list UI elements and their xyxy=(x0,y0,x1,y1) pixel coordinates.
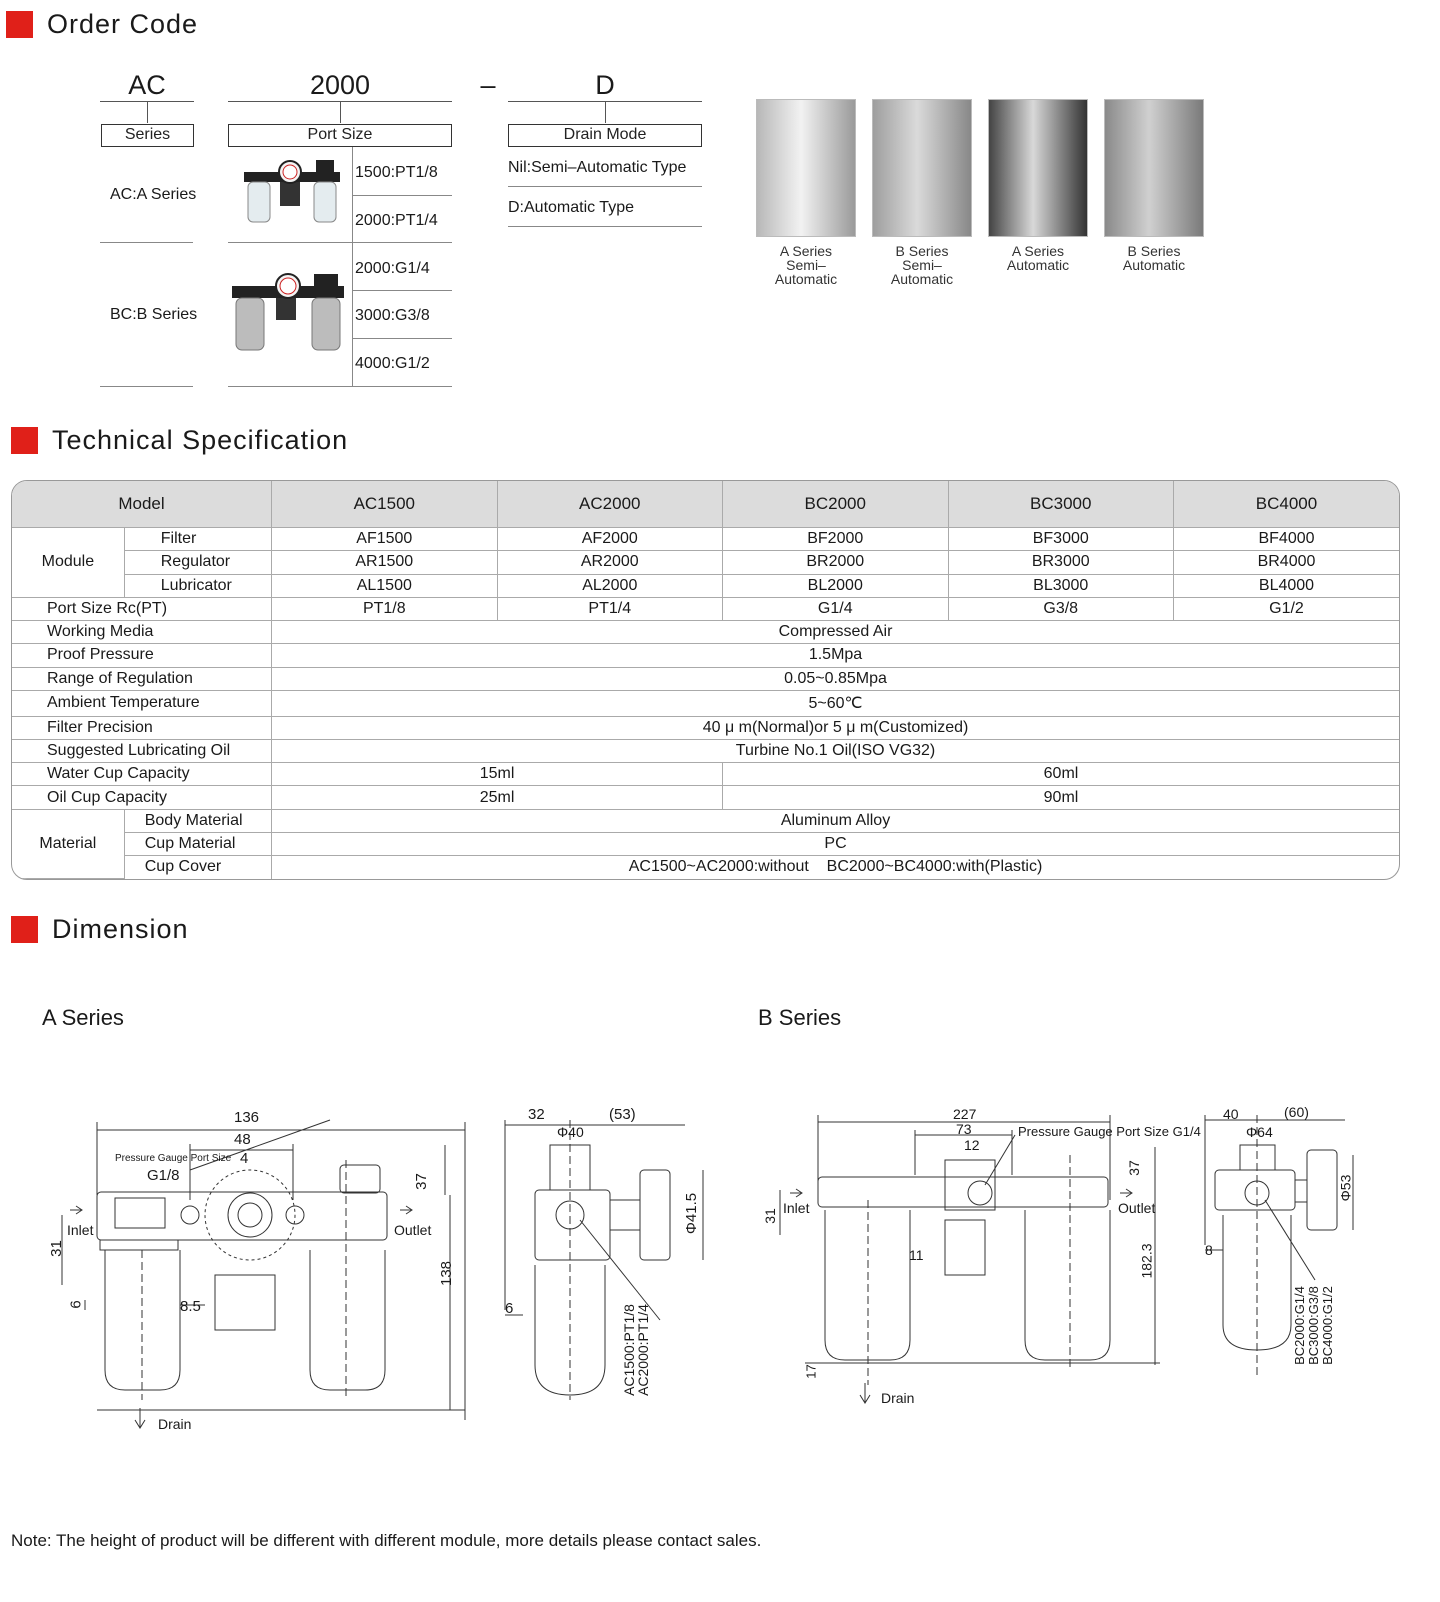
cell: Turbine No.1 Oil(ISO VG32) xyxy=(272,739,1399,762)
cell: G1/2 xyxy=(1173,597,1399,620)
row-label: Lubricator xyxy=(124,574,271,597)
gauge-outline xyxy=(1307,1150,1337,1230)
divider xyxy=(100,386,193,387)
body-outline xyxy=(115,1198,165,1228)
dim-label: 12 xyxy=(964,1137,980,1153)
drain-option: Nil:Semi–Automatic Type xyxy=(508,159,687,176)
inlet-arrow-icon xyxy=(790,1189,802,1197)
cell: BR2000 xyxy=(723,551,948,574)
caption-line: Automatic xyxy=(890,271,954,287)
cell: PT1/4 xyxy=(497,597,722,620)
cell: BL3000 xyxy=(948,574,1173,597)
dim-label: 11 xyxy=(909,1247,924,1263)
section-marker xyxy=(11,916,38,943)
gauge-port-size: G1/8 xyxy=(147,1167,180,1184)
cell: AC1500~AC2000:without BC2000~BC4000:with(Plastic) xyxy=(272,856,1399,879)
cell: 90ml xyxy=(723,786,1399,809)
cell: BR3000 xyxy=(948,551,1173,574)
cell: 60ml xyxy=(723,763,1399,786)
cell: AR2000 xyxy=(497,551,722,574)
table-row xyxy=(12,809,1399,832)
section-marker xyxy=(11,427,38,454)
regulator-body xyxy=(945,1220,985,1275)
outlet-label: Outlet xyxy=(394,1222,432,1238)
drain-arrow-icon xyxy=(135,1408,145,1428)
a-series-label: A Series xyxy=(42,1005,124,1030)
table-header-row xyxy=(12,481,1399,528)
drain-caption xyxy=(751,244,861,286)
port-option: 2000:G1/4 xyxy=(355,260,430,277)
table-row xyxy=(12,528,1399,551)
cell: BF4000 xyxy=(1173,528,1399,551)
cell: AR1500 xyxy=(272,551,497,574)
section-title: Dimension xyxy=(52,914,189,944)
section-title: Order Code xyxy=(47,9,199,39)
row-label: Port Size Rc(PT) xyxy=(12,597,272,620)
dim-label: (60) xyxy=(1284,1104,1309,1120)
table-row xyxy=(12,621,1399,644)
dim-label: 31 xyxy=(761,1208,778,1224)
row-group-label: Module xyxy=(12,528,124,598)
header-cell: BC4000 xyxy=(1173,481,1399,528)
port-note: AC2000:PT1/4 xyxy=(634,1304,651,1396)
cell: 5~60℃ xyxy=(272,690,1399,716)
cell: 40 μ m(Normal)or 5 μ m(Customized) xyxy=(272,716,1399,739)
cell: AF1500 xyxy=(272,528,497,551)
caption-line: Automatic xyxy=(1122,257,1186,273)
dim-label: 40 xyxy=(1223,1106,1239,1122)
inlet-arrow-icon xyxy=(70,1206,82,1214)
dim-label: 48 xyxy=(234,1131,251,1148)
cell: BF2000 xyxy=(723,528,948,551)
table-row xyxy=(12,739,1399,762)
port-option: 4000:G1/2 xyxy=(355,355,430,372)
outlet-arrow-icon xyxy=(400,1206,412,1214)
dim-label: Φ40 xyxy=(557,1124,584,1140)
cell: G1/4 xyxy=(723,597,948,620)
table-row xyxy=(12,551,1399,574)
table-row xyxy=(12,786,1399,809)
divider xyxy=(100,242,193,243)
table-row xyxy=(12,832,1399,855)
dim-label: 32 xyxy=(528,1106,545,1123)
dim-label: 136 xyxy=(234,1109,260,1126)
row-label: Suggested Lubricating Oil xyxy=(12,739,272,762)
dim-label: Φ64 xyxy=(1246,1124,1273,1140)
row-label: Filter xyxy=(124,528,271,551)
port-option: 1500:PT1/8 xyxy=(355,164,438,181)
divider xyxy=(352,195,452,196)
gauge-neck xyxy=(610,1200,640,1230)
cell: AL1500 xyxy=(272,574,497,597)
outlet-arrow-icon xyxy=(1120,1189,1132,1197)
divider xyxy=(352,290,452,291)
header-cell: AC1500 xyxy=(272,481,497,528)
dim-label: 227 xyxy=(953,1106,977,1122)
divider xyxy=(228,242,452,243)
dim-label: 17 xyxy=(803,1364,819,1379)
a-series-frl-image xyxy=(242,160,342,235)
cell: BF3000 xyxy=(948,528,1173,551)
dim-label: 31 xyxy=(47,1240,65,1257)
connector xyxy=(147,101,148,123)
cell: 15ml xyxy=(272,763,723,786)
caption-line: B Series xyxy=(1127,243,1181,259)
body-outline xyxy=(535,1190,610,1260)
regulator-body xyxy=(215,1275,275,1330)
drain-header: Drain Mode xyxy=(508,124,702,147)
drain-caption xyxy=(1099,244,1209,272)
table-row xyxy=(12,716,1399,739)
lubricator-bowl xyxy=(1025,1210,1110,1360)
table-row xyxy=(12,597,1399,620)
row-label: Regulator xyxy=(124,551,271,574)
order-code-heading xyxy=(6,9,198,40)
dim-label: Φ53 xyxy=(1337,1174,1354,1202)
dim-label: 37 xyxy=(412,1173,430,1190)
caption-line: Semi– xyxy=(902,257,942,273)
a-series-front-drawing xyxy=(40,1100,480,1440)
drain-label: Drain xyxy=(158,1416,192,1432)
body-outline xyxy=(1215,1170,1295,1210)
bowl-top xyxy=(100,1240,178,1250)
gauge-neck xyxy=(1295,1180,1307,1202)
dim-label: 6 xyxy=(67,1300,85,1309)
dim-label: 6 xyxy=(505,1300,514,1317)
body-outline xyxy=(818,1177,1108,1207)
port-note: BC4000:G1/2 xyxy=(1319,1286,1335,1365)
port-header: Port Size xyxy=(228,124,452,147)
dim-label: 182.3 xyxy=(1138,1243,1155,1279)
dim-label: 8.5 xyxy=(180,1298,201,1315)
dim-label: 138 xyxy=(438,1260,456,1287)
inlet-label: Inlet xyxy=(67,1222,94,1238)
cell: BR4000 xyxy=(1173,551,1399,574)
divider xyxy=(352,338,452,339)
tech-spec-heading xyxy=(11,425,348,456)
port-note: BC3000:G3/8 xyxy=(1305,1286,1321,1365)
row-label: Water Cup Capacity xyxy=(12,763,272,786)
b-series-label: B Series xyxy=(758,1005,842,1030)
caption-line: Automatic xyxy=(774,271,838,287)
series-option-b: BC:B Series xyxy=(110,306,198,323)
row-label: Range of Regulation xyxy=(12,667,272,690)
cell: Aluminum Alloy xyxy=(272,809,1399,832)
dim-label: (53) xyxy=(609,1106,636,1123)
row-group-label: Material xyxy=(12,809,124,878)
drain-image-a-auto xyxy=(988,99,1088,237)
divider xyxy=(508,226,702,227)
table-row xyxy=(12,690,1399,716)
cell: 1.5Mpa xyxy=(272,644,1399,667)
cell: 25ml xyxy=(272,786,723,809)
caption-line: B Series xyxy=(895,243,949,259)
port-note: AC1500:PT1/8 xyxy=(620,1304,637,1396)
row-label: Body Material xyxy=(124,809,271,832)
divider xyxy=(228,386,452,387)
row-label: Ambient Temperature xyxy=(12,690,272,716)
row-label: Proof Pressure xyxy=(12,644,272,667)
drain-caption xyxy=(867,244,977,286)
row-label: Cup Material xyxy=(124,832,271,855)
row-label: Cup Cover xyxy=(124,856,271,879)
connector xyxy=(605,101,606,123)
drain-image-b-auto xyxy=(1104,99,1204,237)
a-series-side-drawing xyxy=(495,1110,715,1410)
port-option: 2000:PT1/4 xyxy=(355,212,438,229)
table-row xyxy=(12,856,1399,879)
cell: Compressed Air xyxy=(272,621,1399,644)
header-cell: Model xyxy=(12,481,272,528)
table-row xyxy=(12,574,1399,597)
row-label: Working Media xyxy=(12,621,272,644)
gauge-port-outline xyxy=(238,1203,262,1227)
cell: G3/8 xyxy=(948,597,1173,620)
divider xyxy=(352,147,353,387)
spec-table xyxy=(11,480,1400,880)
code-dash: – xyxy=(480,70,496,100)
cell: AF2000 xyxy=(497,528,722,551)
header-cell: BC3000 xyxy=(948,481,1173,528)
gauge-port-outline xyxy=(228,1193,272,1237)
cell: BL2000 xyxy=(723,574,948,597)
caption-line: Semi– xyxy=(786,257,826,273)
body-outline xyxy=(97,1192,387,1240)
drain-image-b-semi xyxy=(872,99,972,237)
cell: 0.05~0.85Mpa xyxy=(272,667,1399,690)
gauge-note: Pressure Gauge Port Size xyxy=(115,1153,232,1164)
port-option: 3000:G3/8 xyxy=(355,307,430,324)
port-note: BC2000:G1/4 xyxy=(1291,1286,1307,1365)
section-title: Technical Specification xyxy=(52,425,349,455)
filter-bowl xyxy=(105,1250,180,1390)
table-row xyxy=(12,644,1399,667)
series-option-a: AC:A Series xyxy=(110,186,197,203)
dim-label: 8 xyxy=(1205,1242,1213,1258)
b-series-frl-image xyxy=(232,272,344,354)
inlet-label: Inlet xyxy=(783,1200,810,1216)
caption-line: A Series xyxy=(779,243,833,259)
dimension-heading xyxy=(11,914,189,945)
gauge-port-outline xyxy=(968,1181,992,1205)
dim-label: Φ41.5 xyxy=(683,1192,701,1235)
drain-label: Drain xyxy=(881,1390,915,1406)
drain-arrow-icon xyxy=(860,1383,870,1403)
caption-line: Automatic xyxy=(1006,257,1070,273)
gauge-note: Pressure Gauge Port Size G1/4 xyxy=(1018,1124,1201,1139)
cell: AL2000 xyxy=(497,574,722,597)
dim-label: 37 xyxy=(1125,1160,1142,1176)
outlet-label: Outlet xyxy=(1118,1200,1156,1216)
header-cell: BC2000 xyxy=(723,481,948,528)
section-marker xyxy=(6,11,33,38)
port-outline xyxy=(181,1206,199,1224)
row-label: Filter Precision xyxy=(12,716,272,739)
dim-label: 4 xyxy=(240,1150,249,1167)
code-series: AC xyxy=(128,70,166,100)
table-row xyxy=(12,667,1399,690)
code-drain: D xyxy=(595,70,615,100)
series-header: Series xyxy=(101,124,194,147)
dim-label: 73 xyxy=(956,1121,972,1137)
table-row xyxy=(12,763,1399,786)
caption-line: A Series xyxy=(1011,243,1065,259)
footer-note: Note: The height of product will be different with different module, more details please contact sales. xyxy=(11,1531,762,1550)
divider xyxy=(508,186,702,187)
drain-option: D:Automatic Type xyxy=(508,199,634,216)
drain-image-a-semi xyxy=(756,99,856,237)
gauge-outline xyxy=(640,1170,670,1260)
header-cell: AC2000 xyxy=(497,481,722,528)
dash-circle xyxy=(205,1170,295,1260)
lubricator-bowl xyxy=(310,1250,385,1390)
cell: PT1/8 xyxy=(272,597,497,620)
connector xyxy=(340,101,341,123)
row-label: Oil Cup Capacity xyxy=(12,786,272,809)
drain-caption xyxy=(983,244,1093,272)
code-port: 2000 xyxy=(309,70,371,100)
cell: BL4000 xyxy=(1173,574,1399,597)
cell: PC xyxy=(272,832,1399,855)
